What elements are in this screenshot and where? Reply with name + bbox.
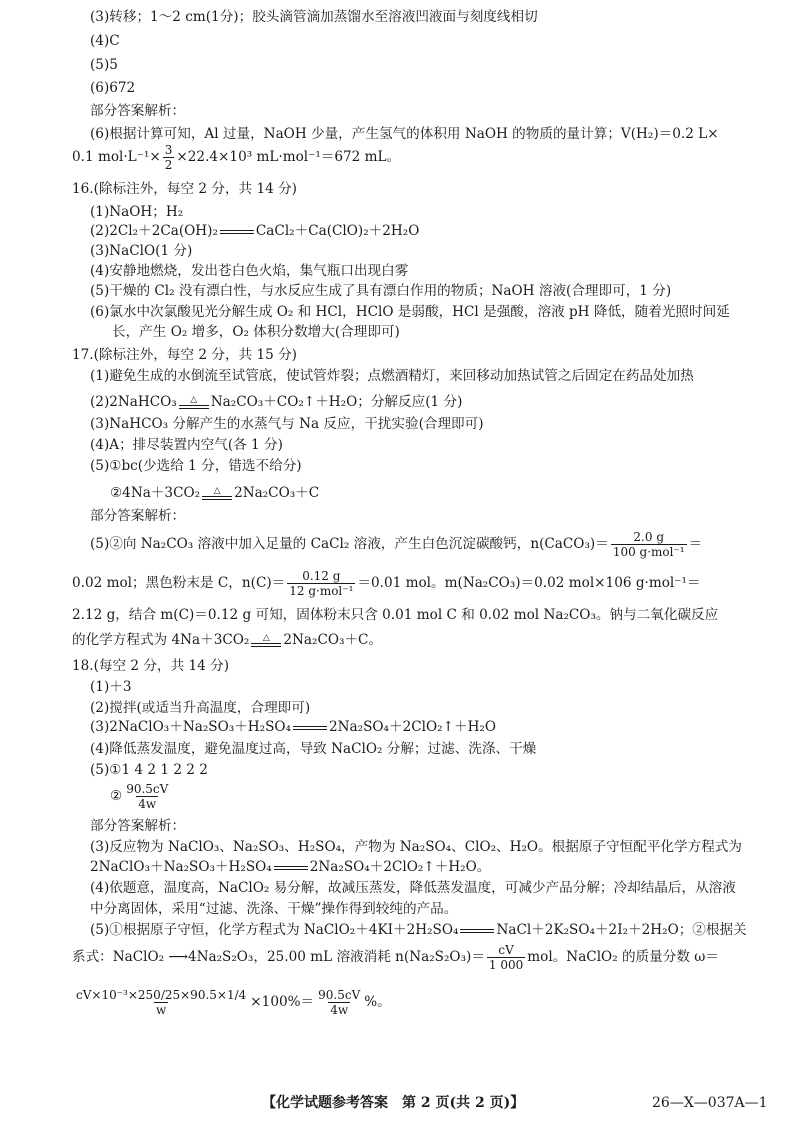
explanation-line (90, 527, 702, 561)
fraction-denominator: 100 g·mol⁻¹ (612, 545, 685, 559)
text: 2Na₂CO₃＋C (234, 485, 320, 501)
text: ＝0.01 mol。m(Na₂CO₃)＝0.02 mol×106 g·mol⁻¹＝ (357, 575, 701, 591)
explanation-line (72, 566, 701, 600)
answer-line: (4)C (90, 33, 120, 49)
heat-triangle-icon: △ (213, 486, 221, 496)
fraction-numerator: 0.12 g (302, 569, 341, 583)
text: mol。NaClO₂ 的质量分数 ω＝ (527, 949, 719, 965)
fraction (163, 143, 175, 172)
heating-arrow-icon (202, 487, 232, 500)
answer-line: (3)NaHCO₃ 分解产生的水蒸气与 Na 反应，干扰实验(合理即可) (90, 416, 484, 432)
answer-line: (5)干燥的 Cl₂ 没有漂白性，与水反应生成了具有漂白作用的物质；NaOH 溶液(合理即可，1 分) (90, 283, 672, 299)
text: 系式：NaClO₂ ⟶4Na₂S₂O₃，25.00 mL 溶液消耗 n(Na₂S₂O₃)＝ (72, 949, 485, 965)
explanation-line (90, 858, 490, 876)
explanation-line: 2.12 g，结合 m(C)＝0.12 g 可知，固体粉末只含 0.01 mol C 和 0.02 mol Na₂CO₃。钠与二氧化碳反应 (72, 607, 719, 623)
fraction (487, 943, 525, 972)
answer-line: (1)＋3 (90, 679, 132, 695)
answer-line: (4)降低蒸发温度，避免温度过高，导致 NaClO₂ 分解；过滤、洗涤、干燥 (90, 741, 537, 757)
footer-page-label: 【化学试题参考答案 第 2 页(共 2 页)】 (262, 1095, 525, 1111)
equals-sign-icon (220, 230, 254, 234)
answer-line: (5)①1 4 2 1 2 2 2 (90, 762, 208, 778)
fraction-denominator: 1 000 (488, 958, 524, 972)
text: CaCl₂＋Ca(ClO)₂＋2H₂O (255, 223, 420, 239)
text: 0.02 mol；黑色粉末是 C，n(C)＝ (72, 575, 286, 591)
text: (2)2NaHCO₃ (90, 394, 177, 410)
explanation-line: (3)反应物为 NaClO₃、Na₂SO₃、H₂SO₄，产物为 Na₂SO₄、ClO₂、H₂O。根据原子守恒配平化学方程式为 (90, 839, 742, 855)
equals-sign-icon (293, 726, 327, 730)
text: 2Na₂CO₃＋C。 (283, 632, 383, 648)
fraction-numerator: cV×10⁻³×250/25×90.5×1/4 (76, 988, 247, 1002)
explanation-line: (4)依题意，温度高，NaClO₂ 易分解，故减压蒸发，降低蒸发温度，可减少产品分解；冷却结晶后，从溶液 (90, 880, 736, 896)
fraction (316, 988, 362, 1017)
heat-triangle-icon: △ (262, 633, 270, 643)
answer-line (110, 778, 172, 814)
answer-line: (5)5 (90, 57, 118, 73)
answer-line: (1)NaOH；H₂ (90, 204, 184, 220)
answer-line: (4)安静地燃烧，发出苍白色火焰，集气瓶口出现白雾 (90, 263, 409, 279)
fraction-numerator: 90.5cV (318, 988, 361, 1002)
footer-doc-code: 26—X—037A—1 (652, 1095, 768, 1111)
text: 2NaClO₃＋Na₂SO₃＋H₂SO₄ (90, 859, 272, 875)
question-header: 18.(每空 2 分，共 14 分) (72, 658, 230, 674)
explanation-heading: 部分答案解析： (90, 818, 186, 834)
answer-line: (1)避免生成的水倒流至试管底，使试管炸裂；点燃酒精灯，来回移动加热试管之后固定在药品处加热 (90, 368, 694, 384)
explanation-heading: 部分答案解析： (90, 103, 186, 119)
heating-arrow-icon (179, 396, 209, 409)
text: (5)①根据原子守恒，化学方程式为 NaClO₂＋4KI＋2H₂SO₄ (90, 922, 459, 938)
answer-line: (3)NaClO(1 分) (90, 243, 193, 259)
text: ×100%＝ (250, 994, 315, 1010)
answer-line: (6)672 (90, 80, 136, 96)
heating-arrow-icon (251, 634, 281, 647)
fraction-denominator: 4w (330, 1003, 349, 1017)
fraction-numerator: 2.0 g (633, 530, 665, 544)
answer-line: (4)A；排尽装置内空气(各 1 分) (90, 437, 283, 453)
answer-line (90, 222, 419, 240)
text: NaCl＋2K₂SO₄＋2I₂＋2H₂O；②根据关 (496, 922, 747, 938)
explanation-line: 中分离固体，采用“过滤、洗涤、干燥”操作得到较纯的产品。 (90, 901, 458, 917)
question-header: 17.(除标注外，每空 2 分，共 15 分) (72, 347, 297, 363)
text: ②4Na＋3CO₂ (110, 485, 201, 501)
text: (2)2Cl₂＋2Ca(OH)₂ (90, 223, 218, 239)
fraction-denominator: 4w (138, 797, 157, 811)
heat-triangle-icon: △ (190, 395, 198, 405)
fraction (287, 569, 355, 598)
fraction (611, 530, 687, 559)
text: ×22.4×10³ mL·mol⁻¹＝672 mL。 (176, 149, 401, 165)
explanation-line (72, 940, 719, 974)
text: Na₂CO₃＋CO₂↑＋H₂O；分解反应(1 分) (210, 394, 463, 410)
answer-line (90, 389, 462, 415)
equals-bar (251, 643, 281, 647)
answer-line: (5)①bc(少选给 1 分，错选不给分) (90, 458, 302, 474)
text: ＝ (688, 536, 703, 552)
fraction-numerator: 3 (164, 143, 173, 157)
text: 0.1 mol·L⁻¹× (72, 149, 161, 165)
fraction-denominator: 2 (164, 158, 173, 172)
fraction-denominator: w (156, 1003, 167, 1017)
fraction (74, 988, 248, 1017)
answer-line: (6)氯水中次氯酸见光分解生成 O₂ 和 HCl，HClO 是弱酸，HCl 是强酸，溶液 pH 降低，随着光照时间延 (90, 304, 730, 320)
answer-line: (2)搅拌(或适当升高温度，合理即可) (90, 700, 311, 716)
fraction (124, 782, 170, 811)
text: (3)2NaClO₃＋Na₂SO₃＋H₂SO₄ (90, 719, 291, 735)
answer-line (90, 718, 496, 736)
explanation-line (72, 627, 382, 653)
fraction-denominator: 12 g·mol⁻¹ (289, 584, 354, 598)
text: 的化学方程式为 4Na＋3CO₂ (72, 632, 250, 648)
equals-sign-icon (460, 929, 494, 933)
text: (5)②向 Na₂CO₃ 溶液中加入足量的 CaCl₂ 溶液，产生白色沉淀碳酸钙，n(CaCO₃)＝ (90, 536, 609, 552)
answer-line (110, 480, 319, 506)
equals-bar (179, 405, 209, 409)
fraction-numerator: 90.5cV (126, 782, 169, 796)
text: 2Na₂SO₄＋2ClO₂↑＋H₂O (329, 719, 497, 735)
answer-line: (3)转移；1～2 cm(1分)；胶头滴管滴加蒸馏水至溶液凹液面与刻度线相切 (90, 9, 538, 25)
explanation-heading: 部分答案解析： (90, 508, 186, 524)
question-header: 16.(除标注外，每空 2 分，共 14 分) (72, 181, 297, 197)
equals-bar (202, 496, 232, 500)
fraction-numerator: cV (498, 943, 514, 957)
text: ② (110, 788, 123, 804)
explanation-line (90, 921, 747, 939)
text: %。 (364, 994, 391, 1010)
explanation-line (72, 982, 391, 1022)
answer-line: 长，产生 O₂ 增多，O₂ 体积分数增大(合理即可) (112, 324, 400, 340)
text: 2Na₂SO₄＋2ClO₂↑＋H₂O。 (309, 859, 491, 875)
equals-sign-icon (274, 866, 308, 870)
explanation-line: (6)根据计算可知，Al 过量，NaOH 少量，产生氢气的体积用 NaOH 的物质的量计算；V(H₂)＝0.2 L× (90, 126, 719, 142)
explanation-line (72, 140, 400, 174)
